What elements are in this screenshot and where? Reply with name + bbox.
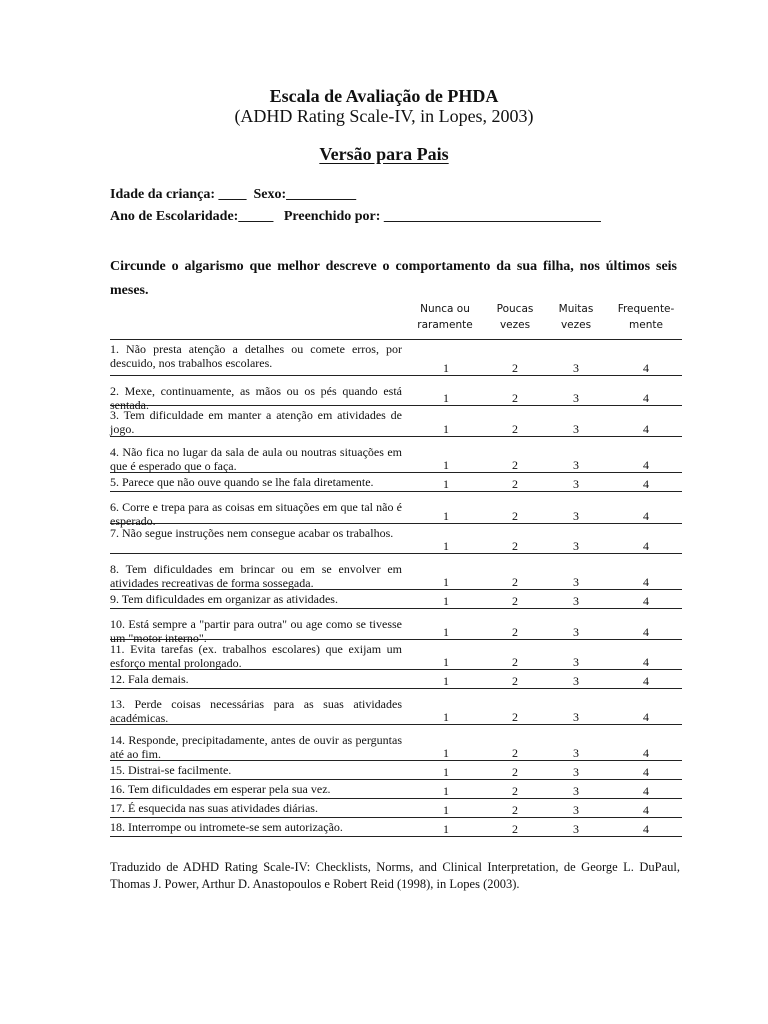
table-row (110, 406, 682, 437)
rating-option-3[interactable]: 3 (573, 509, 579, 523)
rating-option-3[interactable]: 3 (573, 391, 579, 405)
version-heading (0, 144, 768, 165)
item-question: 9. Tem dificuldades em organizar as atividades. (110, 592, 338, 606)
table-row (110, 640, 682, 670)
header-many-line1: Muitas (558, 303, 594, 315)
item-question: 18. Interrompe ou intromete-se sem autorização. (110, 820, 343, 834)
item-question: 12. Fala demais. (110, 672, 189, 686)
rating-option-4[interactable]: 4 (643, 594, 649, 608)
rating-option-2[interactable]: 2 (512, 625, 518, 639)
rating-option-1[interactable]: 1 (443, 361, 449, 375)
header-many-line2: vezes (560, 319, 592, 331)
rating-option-4[interactable]: 4 (643, 674, 649, 688)
rating-option-4[interactable]: 4 (643, 575, 649, 589)
document-title: Escala de Avaliação de PHDA (269, 86, 499, 106)
rating-option-4[interactable]: 4 (643, 539, 649, 553)
rating-option-3[interactable]: 3 (573, 477, 579, 491)
table-row (110, 761, 682, 780)
rating-option-2[interactable]: 2 (512, 822, 518, 836)
item-question: 16. Tem dificuldades em esperar pela sua vez. (110, 782, 331, 796)
rating-option-1[interactable]: 1 (443, 822, 449, 836)
rating-option-3[interactable]: 3 (573, 625, 579, 639)
item-question: 15. Distrai-se facilmente. (110, 763, 232, 777)
item-question: 6. Corre e trepa para as coisas em situações em que tal não é esperado. (110, 500, 402, 528)
header-frequent (606, 301, 686, 333)
rating-option-3[interactable]: 3 (573, 575, 579, 589)
rating-option-4[interactable]: 4 (643, 391, 649, 405)
item-question: 11. Evita tarefas (ex. trabalhos escolares) que exijam um esforço mental prolongado. (110, 642, 402, 670)
rating-option-2[interactable]: 2 (512, 803, 518, 817)
table-row (110, 554, 682, 590)
rating-option-3[interactable]: 3 (573, 746, 579, 760)
document-subtitle: (ADHD Rating Scale-IV, in Lopes, 2003) (234, 106, 534, 126)
table-row (110, 780, 682, 799)
rating-option-3[interactable]: 3 (573, 458, 579, 472)
rating-option-1[interactable]: 1 (443, 765, 449, 779)
table-row (110, 799, 682, 818)
rating-option-3[interactable]: 3 (573, 655, 579, 669)
table-row (110, 609, 682, 645)
header-frequent-line1: Frequente- (617, 303, 675, 315)
rating-option-4[interactable]: 4 (643, 422, 649, 436)
rating-option-2[interactable]: 2 (512, 594, 518, 608)
rating-option-1[interactable]: 1 (443, 803, 449, 817)
rating-option-1[interactable]: 1 (443, 575, 449, 589)
header-frequent-line2: mente (629, 319, 663, 331)
version-label: Versão para Pais (319, 144, 449, 164)
item-question: 5. Parece que não ouve quando se lhe fala diretamente. (110, 475, 374, 489)
rating-option-4[interactable]: 4 (643, 477, 649, 491)
rating-option-3[interactable]: 3 (573, 674, 579, 688)
rating-option-2[interactable]: 2 (512, 655, 518, 669)
rating-option-2[interactable]: 2 (512, 539, 518, 553)
rating-option-3[interactable]: 3 (573, 361, 579, 375)
rating-option-2[interactable]: 2 (512, 458, 518, 472)
rating-option-4[interactable]: 4 (643, 655, 649, 669)
table-row (110, 524, 682, 554)
school-info-line: Ano de Escolaridade:_____ Preenchido por: _______________________________ (110, 209, 601, 224)
table-row (110, 670, 682, 689)
table-row (110, 492, 682, 528)
header-many (536, 301, 616, 333)
table-row (110, 725, 682, 761)
rating-option-4[interactable]: 4 (643, 361, 649, 375)
rating-option-1[interactable]: 1 (443, 539, 449, 553)
rating-option-4[interactable]: 4 (643, 625, 649, 639)
rating-option-4[interactable]: 4 (643, 458, 649, 472)
header-never-line1: Nunca ou (420, 303, 470, 315)
rating-option-3[interactable]: 3 (573, 803, 579, 817)
item-question: 2. Mexe, continuamente, as mãos ou os pés quando está sentada. (110, 384, 402, 412)
rating-option-4[interactable]: 4 (643, 822, 649, 836)
rating-option-1[interactable]: 1 (443, 594, 449, 608)
rating-option-1[interactable]: 1 (443, 458, 449, 472)
rating-option-1[interactable]: 1 (443, 509, 449, 523)
rating-option-3[interactable]: 3 (573, 765, 579, 779)
rating-option-1[interactable]: 1 (443, 625, 449, 639)
header-never (405, 301, 485, 333)
header-few-line1: Poucas (496, 303, 534, 315)
rating-option-3[interactable]: 3 (573, 422, 579, 436)
rating-option-1[interactable]: 1 (443, 674, 449, 688)
item-question: 17. É esquecida nas suas atividades diárias. (110, 801, 318, 815)
child-info-line: Idade da criança: ____ Sexo:__________ (110, 187, 357, 202)
table-row (110, 689, 682, 725)
item-question: 10. Está sempre a "partir para outra" ou age como se tivesse um "motor interno". (110, 617, 402, 645)
rating-option-4[interactable]: 4 (643, 509, 649, 523)
rating-option-3[interactable]: 3 (573, 822, 579, 836)
rating-option-2[interactable]: 2 (512, 746, 518, 760)
table-row (110, 473, 682, 492)
rating-option-2[interactable]: 2 (512, 509, 518, 523)
rating-option-2[interactable]: 2 (512, 765, 518, 779)
rating-option-4[interactable]: 4 (643, 765, 649, 779)
rating-option-1[interactable]: 1 (443, 784, 449, 798)
source-footnote: Traduzido de ADHD Rating Scale-IV: Checklists, Norms, and Clinical Interpretation, de George L. DuPaul, Thomas J. Power, Arthur D. Anastopoulos e Robert Reid (1998), in Lopes (2003). (110, 860, 680, 891)
table-row (110, 590, 682, 609)
rating-option-2[interactable]: 2 (512, 674, 518, 688)
item-question: 7. Não segue instruções nem consegue acabar os trabalhos. (110, 526, 394, 540)
item-question: 4. Não fica no lugar da sala de aula ou noutras situações em que é esperado que o faça. (110, 445, 402, 473)
rating-option-4[interactable]: 4 (643, 746, 649, 760)
rating-option-3[interactable]: 3 (573, 594, 579, 608)
rating-option-2[interactable]: 2 (512, 710, 518, 724)
rating-option-2[interactable]: 2 (512, 391, 518, 405)
rating-option-4[interactable]: 4 (643, 803, 649, 817)
rating-option-2[interactable]: 2 (512, 575, 518, 589)
rating-option-1[interactable]: 1 (443, 391, 449, 405)
rating-option-1[interactable]: 1 (443, 422, 449, 436)
item-question: 3. Tem dificuldade em manter a atenção em atividades de jogo. (110, 408, 402, 436)
rating-table (110, 339, 682, 837)
rating-option-3[interactable]: 3 (573, 539, 579, 553)
item-question: 1. Não presta atenção a detalhes ou comete erros, por descuido, nos trabalhos escolares. (110, 342, 402, 370)
rating-option-3[interactable]: 3 (573, 710, 579, 724)
rating-option-2[interactable]: 2 (512, 477, 518, 491)
rating-option-1[interactable]: 1 (443, 477, 449, 491)
rating-option-4[interactable]: 4 (643, 710, 649, 724)
item-question: 8. Tem dificuldades em brincar ou em se envolver em atividades recreativas de forma sossegada. (110, 562, 402, 590)
table-row (110, 339, 682, 376)
item-question: 13. Perde coisas necessárias para as suas atividades académicas. (110, 697, 402, 725)
instruction-text: Circunde o algarismo que melhor descreve o comportamento da sua filha, nos últimos seis meses. (110, 259, 677, 298)
rating-option-2[interactable]: 2 (512, 361, 518, 375)
item-question: 14. Responde, precipitadamente, antes de ouvir as perguntas até ao fim. (110, 733, 402, 761)
rating-option-3[interactable]: 3 (573, 784, 579, 798)
rating-option-1[interactable]: 1 (443, 710, 449, 724)
table-row (110, 437, 682, 473)
rating-option-1[interactable]: 1 (443, 746, 449, 760)
rating-option-2[interactable]: 2 (512, 784, 518, 798)
header-few-line2: vezes (499, 319, 531, 331)
rating-option-4[interactable]: 4 (643, 784, 649, 798)
header-never-line2: raramente (417, 319, 473, 331)
table-row (110, 818, 682, 837)
table-row (110, 376, 682, 412)
rating-option-2[interactable]: 2 (512, 422, 518, 436)
rating-option-1[interactable]: 1 (443, 655, 449, 669)
